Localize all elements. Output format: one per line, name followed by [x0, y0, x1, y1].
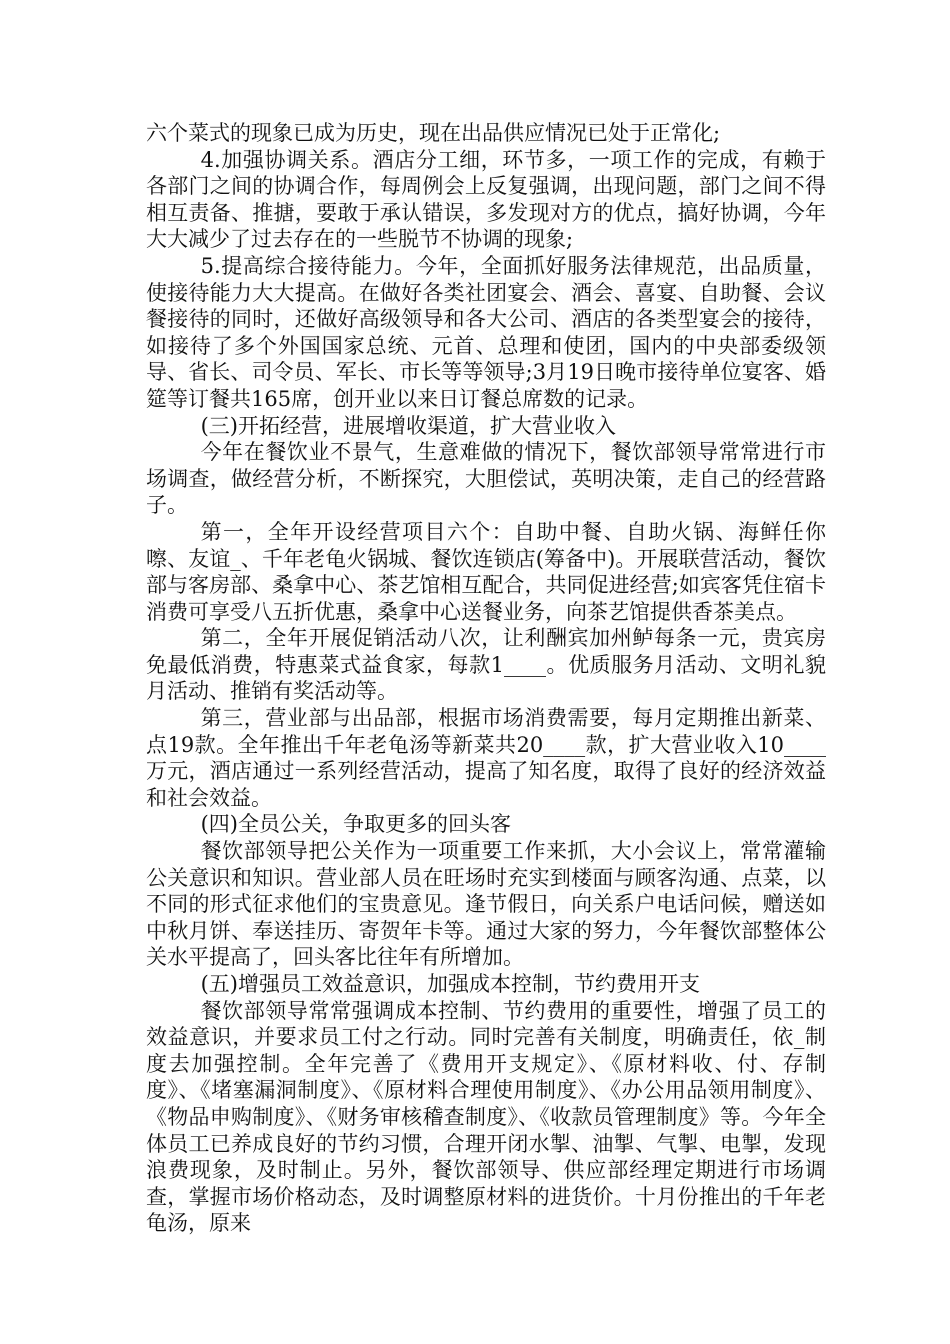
paragraph-item-4-coordination: 4.加强协调关系。酒店分工细，环节多，一项工作的完成，有赖于各部门之间的协调合作，每周例会上反复强调，出现问题，部门之间不得相互责备、推搪，要敢于承认错误，多发现对方的优点，搞好协调，今年大大减少了过去存在的一些脱节不协调的现象; [146, 147, 826, 252]
section-heading-5: (五)增强员工效益意识，加强成本控制，节约费用开支 [200, 972, 700, 996]
paragraph-public-relations: 餐饮部领导把公关作为一项重要工作来抓，大小会议上，常常灌输公关意识和知识。营业部人员在旺场时充实到楼面与顾客沟通、点菜，以不同的形式征求他们的宝贵意见。逢节假日，向关系户电话问候，赠送如中秋月饼、奉送挂历、寄贺年卡等。通过大家的努力，今年餐饮部整体公关水平提高了，回头客比往年有所增加。 [146, 839, 826, 970]
paragraph-continuation: 六个菜式的现象已成为历史，现在出品供应情况已处于正常化; [146, 121, 721, 145]
paragraph-third-new-dishes: 第三，营业部与出品部，根据市场消费需要，每月定期推出新菜、点19款。全年推出千年老龟汤等新菜共20____款，扩大营业收入10____万元，酒店通过一系列经营活动，提高了知名度，取得了良好的经济效益和社会效益。 [146, 706, 826, 810]
paragraph-market-research: 今年在餐饮业不景气，生意难做的情况下，餐饮部领导常常进行市场调查，做经营分析，不断探究，大胆偿试，英明决策，走自己的经营路子。 [146, 440, 826, 518]
paragraph-first-projects: 第一，全年开设经营项目六个：自助中餐、自助火锅、海鲜任你嚓、友谊_、千年老龟火锅城、餐饮连锁店(筹备中)。开展联营活动，餐饮部与客房部、桑拿中心、茶艺馆相互配合，共同促进经营;如宾客凭住宿卡消费可享受八五折优惠，桑拿中心送餐业务，向茶艺馆提供香茶美点。 [146, 519, 826, 624]
paragraph-cost-control: 餐饮部领导常常强调成本控制、节约费用的重要性，增强了员工的效益意识，并要求员工付之行动。同时完善有关制度，明确责任，依_制度去加强控制。全年完善了《费用开支规定》、《原材料收、付、存制度》、《堵塞漏洞制度》、《原材料合理使用制度》、《办公用品领用制度》、《物品申购制度》、《财务审核稽查制度》、《收款员管理制度》等。今年全体员工已养成良好的节约习惯，合理开闭水掣、油掣、气掣、电掣，发现浪费现象，及时制止。另外，餐饮部领导、供应部经理定期进行市场调查，掌握市场价格动态，及时调整原材料的进货价。十月份推出的千年老龟汤，原来 [146, 998, 826, 1236]
section-heading-3: (三)开拓经营，进展增收渠道，扩大营业收入 [200, 413, 616, 438]
paragraph-second-promotions: 第二，全年开展促销活动八次，让利酬宾加州鲈每条一元，贵宾房免最低消费，特惠菜式益食家，每款1____。优质服务月活动、文明礼貌月活动、推销有奖活动等。 [146, 626, 826, 704]
paragraph-item-5-reception: 5.提高综合接待能力。今年，全面抓好服务法律规范，出品质量，使接待能力大大提高。在做好各类社团宴会、酒会、喜宴、自助餐、会议餐接待的同时，还做好高级领导和各大公司、酒店的各类型宴会的接待，如接待了多个外国国家总统、元首、总理和使团，国内的中央部委级领导、省长、司令员、军长、市长等等领导;3月19日晚市接待单位宴客、婚筵等订餐共165席，创开业以来日订餐总席数的记录。 [146, 253, 826, 411]
document-body [146, 120, 826, 1237]
section-heading-4: (四)全员公关，争取更多的回头客 [200, 812, 511, 837]
